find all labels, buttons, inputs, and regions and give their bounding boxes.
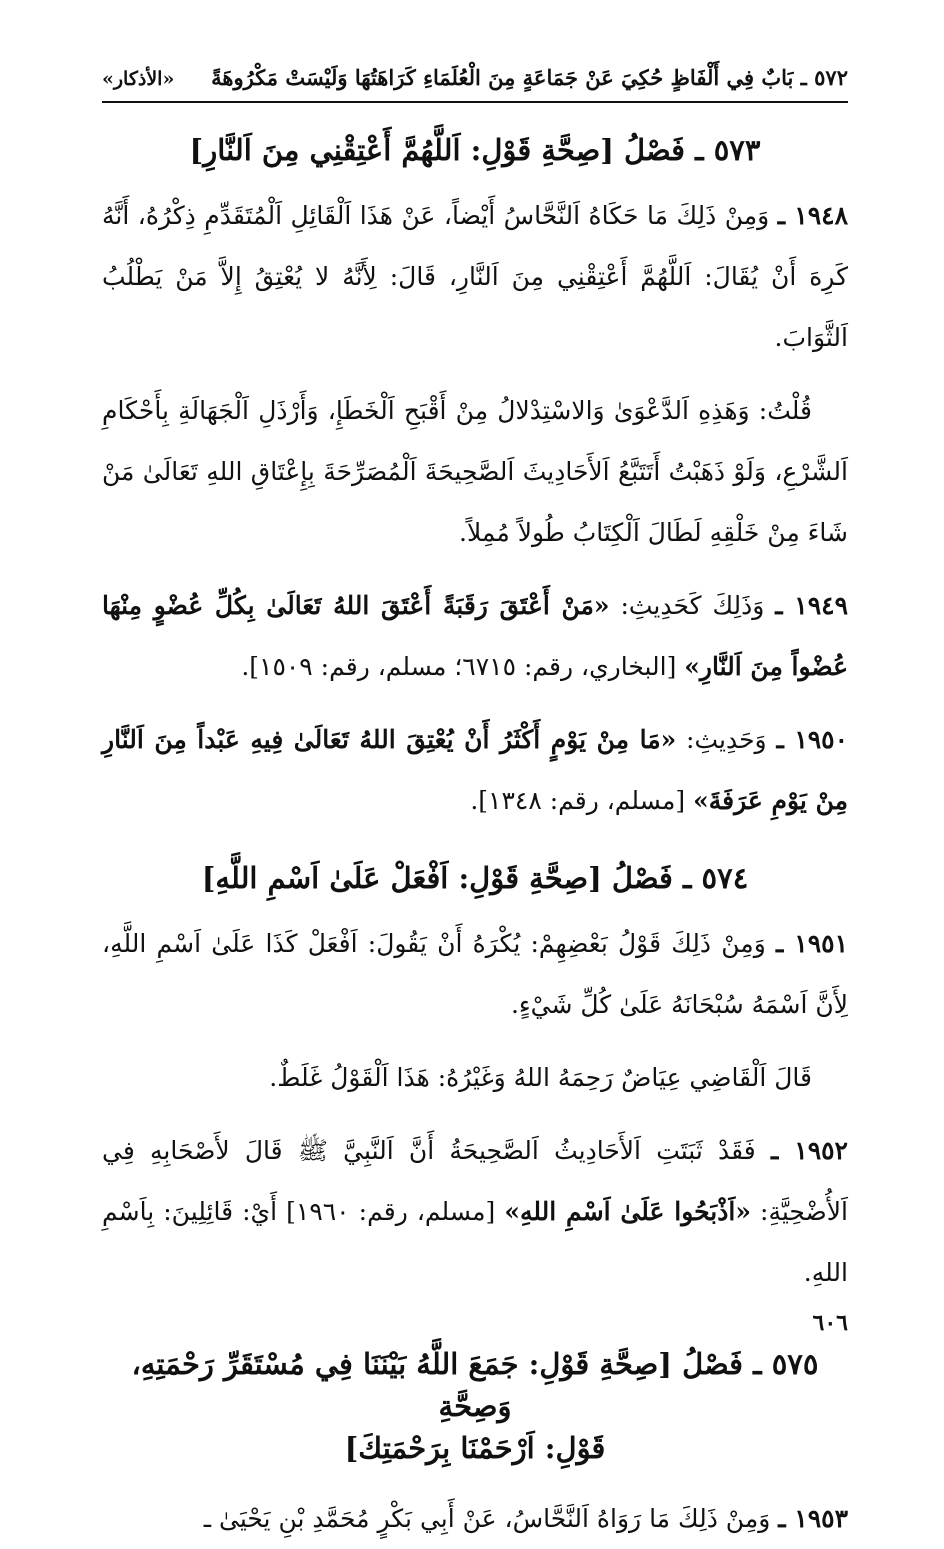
section-title-line-2: قَوْلِ: اَرْحَمْنَا بِرَحْمَتِكَ] [344,1431,606,1466]
paragraph-number: ١٩٤٨ ـ [777,201,848,231]
paragraph-lead: وَحَدِيثِ: [686,725,767,755]
hadith-reference: [مسلم، رقم: ١٩٦٠] أَيْ: قَائِلِينَ: بِاَسْمِ اللهِ. [102,1197,848,1288]
hadith-reference: [البخاري، رقم: ٦٧١٥؛ مسلم، رقم: ١٥٠٩]. [241,652,677,682]
hadith-reference: [مسلم، رقم: ١٣٤٨]. [470,786,686,816]
paragraph-lead: وَذَلِكَ كَحَدِيثِ: [620,591,765,621]
paragraph-number: ١٩٥٢ ـ [770,1136,848,1166]
paragraph-number: ١٩٥٣ ـ [778,1503,848,1533]
paragraph-1951 [102,913,848,1035]
paragraph-1950 [102,709,848,831]
paragraph-1948 [102,185,848,368]
paragraph-lead: فَقَدْ ثَبَتَتِ اَلأَحَادِيثُ اَلصَّحِيحَةُ أَنَّ اَلنَّبِيَّ ﷺ قَالَ لأَصْحَابِهِ فِي اَلأُضْحِيَّةِ: [102,1136,848,1227]
section-title-574: ٥٧٤ ـ فَصْلُ [صِحَّةِ قَوْلِ: اَفْعَلْ عَلَىٰ اَسْمِ اللَّهِ] [201,861,749,896]
paragraph-text: وَمِنْ ذَلِكَ قَوْلُ بَعْضِهِمْ: يُكْرَهُ أَنْ يَقُولَ: اَفْعَلْ كَذَا عَلَىٰ اَسْمِ اللَّهِ، لِأَنَّ اَسْمَهُ سُبْحَانَهُ عَلَىٰ كُلِّ شَيْءٍ. [102,929,848,1020]
section-title-line-1: ٥٧٥ ـ فَصْلُ [صِحَّةِ قَوْلِ: جَمَعَ اللَّهُ بَيْنَنَا فِي مُسْتَقَرِّ رَحْمَتِهِ، وَصِحَّةِ [131,1347,819,1424]
running-header [102,64,848,103]
chapter-title: ٥٧٢ ـ بَابٌ فِي أَلْفَاظٍ حُكِيَ عَنْ جَمَاعَةٍ مِنَ الْعُلَمَاءِ كَرَاهَتُهَا وَلَيْسَتْ مَكْرُوهَةً [211,65,848,90]
paragraph-number: ١٩٥١ ـ [775,929,848,959]
paragraph-text: وَمِنْ ذَلِكَ مَا حَكَاهُ اَلنَّحَّاسُ أَيْضاً، عَنْ هَذَا اَلْقَائِلِ اَلْمُتَقَدِّمِ ذِكْرُهُ، أَنَّهُ كَرِهَ أَنْ يُقَالَ: اَللَّهُمَّ أَعْتِقْنِي مِنَ اَلنَّارِ، قَالَ: لِأَنَّهُ لا يُعْتِقُ إِلاَّ مَنْ يَطْلُبُ اَلثَّوَابَ. [102,201,848,353]
paragraph-1949 [102,575,848,697]
section-title-575 [102,1343,848,1469]
hadith-text: «مَا مِنْ يَوْمٍ أَكْثَرُ أَنْ يُعْتِقَ اللهُ تَعَالَىٰ فِيهِ عَبْداً مِنَ اَلنَّارِ مِنْ يَوْمِ عَرَفَةَ» [102,725,848,816]
paragraph-qultu: قُلْتُ: وَهَذِهِ اَلدَّعْوَىٰ وَالاسْتِدْلالُ مِنْ أَقْبَحِ اَلْخَطَإِ، وَأَرْذَلِ اَلْجَهَالَةِ بِأَحْكَامِ اَلشَّرْعِ، وَلَوْ ذَهَبْتُ أَتَتَبَّعُ اَلأَحَادِيثَ اَلصَّحِيحَةَ اَلْمُصَرِّحَةَ بِإِعْتَاقِ اللهِ تَعَالَىٰ مَنْ شَاءَ مِنْ خَلْقِهِ لَطَالَ اَلْكِتَابُ طُولاً مُمِلاً. [102,396,848,548]
paragraph-number: ١٩٥٠ ـ [776,725,849,755]
page-number: ٦٠٦ [812,1310,848,1336]
hadith-text: «اَذْبَحُوا عَلَىٰ اَسْمِ اللهِ» [504,1197,751,1227]
paragraph-number: ١٩٤٩ ـ [775,591,848,621]
section-title-573: ٥٧٣ ـ فَصْلُ [صِحَّةِ قَوْلِ: اَللَّهُمَّ أَعْتِقْنِي مِنَ اَلنَّارِ] [189,133,761,168]
paragraph-1953 [102,1488,848,1549]
paragraph-1952 [102,1120,848,1303]
paragraph-text: وَمِنْ ذَلِكَ مَا رَوَاهُ اَلنَّحَّاسُ، عَنْ أَبِي بَكْرٍ مُحَمَّدِ بْنِ يَحْيَىٰ ـ [203,1503,771,1533]
hadith-text: «مَنْ أَعْتَقَ رَقَبَةً أَعْتَقَ اللهُ تَعَالَىٰ بِكُلِّ عُضْوٍ مِنْهَا عُضْواً مِنَ اَلنَّارِ» [102,591,848,682]
paragraph-qadi: قَالَ اَلْقَاضِي عِيَاضٌ رَحِمَهُ اللهُ وَغَيْرُهُ: هَذَا اَلْقَوْلُ غَلَطٌ. [269,1063,812,1093]
book-title: «الأذكار» [102,67,175,90]
